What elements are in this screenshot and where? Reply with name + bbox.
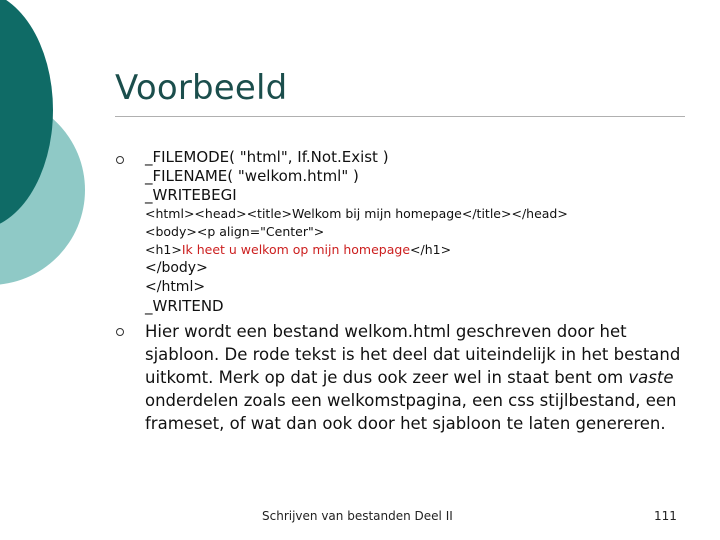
bullet-marker [116,328,124,336]
writebegin-line: _WRITEBEGI [145,186,237,204]
explanation-part1: Hier wordt een bestand welkom.html geschreven door het sjabloon. De rode tekst is het deel dat uiteindelijk in het bestand uitkomt. Merk op dat je dus ook zeer wel in staat bent om [145,322,681,387]
corner-decoration [0,0,90,300]
h1-open-tag: <h1> [145,242,182,257]
filemode-line: _FILEMODE( "html", If.Not.Exist ) [145,148,389,166]
writend-line: _WRITEND [145,297,224,315]
filename-line: _FILENAME( "welkom.html" ) [145,167,359,185]
body-close-line: </body> [145,260,208,276]
code-example [145,148,705,316]
explanation-part2: onderdelen zoals een welkomstpagina, een css stijlbestand, een frameset, of wat dan ook door het sjabloon te laten genereren. [145,391,677,433]
slide-title: Voorbeeld [115,68,288,108]
explanation-emphasis: vaste [628,368,674,387]
explanation-paragraph [145,320,685,435]
body-line: <body><p align="Center"> [145,224,325,239]
title-divider [115,116,685,117]
h1-red-text: Ik heet u welkom op mijn homepage [181,242,411,257]
h1-close-tag: </h1> [410,242,452,257]
page-number: 111 [654,509,677,523]
html-close-line: </html> [145,279,206,295]
footer-title: Schrijven van bestanden Deel II [262,509,453,523]
h1-line [145,241,705,259]
bullet-marker [116,156,124,164]
html-head-line: <html><head><title>Welkom bij mijn homepage</title></head> [145,206,568,221]
